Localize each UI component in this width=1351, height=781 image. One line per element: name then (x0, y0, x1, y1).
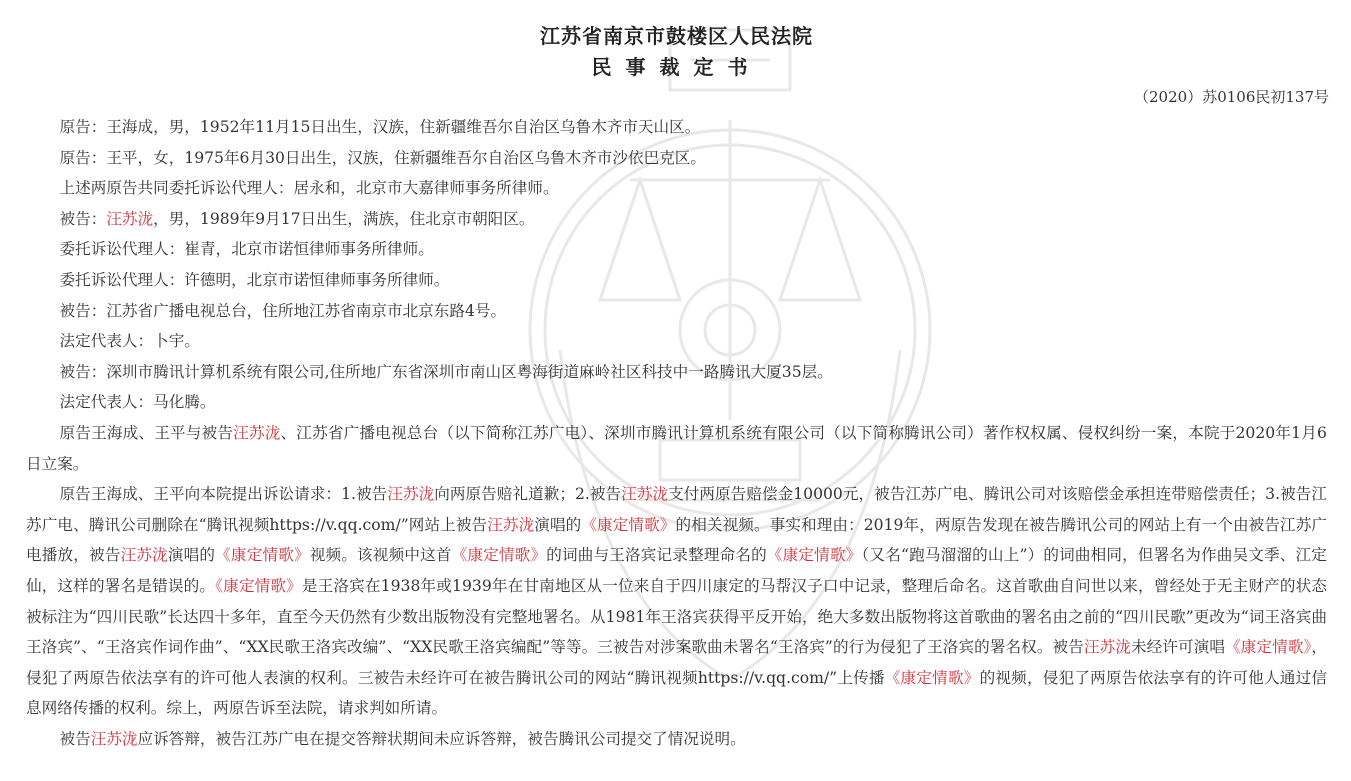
paragraph (26, 724, 1327, 755)
highlighted-term: 汪苏泷 (233, 423, 281, 442)
paragraph-text: 被告： (59, 209, 107, 228)
paragraph-text: 原告王海成、王平向本院提出诉讼请求：1.被告 (59, 485, 388, 504)
paragraph (26, 296, 1327, 327)
paragraph-text: 委托诉讼代理人：崔青，北京市诺恒律师事务所律师。 (59, 240, 434, 259)
case-number: （2020）苏0106民初137号 (1134, 88, 1329, 106)
paragraph (26, 479, 1327, 724)
document-title: 民事裁定书 (591, 55, 762, 79)
paragraph-text: 原告：王平，女，1975年6月30日出生，汉族，住新疆维吾尔自治区乌鲁木齐市沙依巴克区。 (59, 148, 706, 167)
paragraph (26, 326, 1327, 357)
highlighted-term: 《康定情歌》 (215, 576, 302, 595)
paragraph-text: 原告：王海成，男，1952年11月15日出生，汉族，住新疆维吾尔自治区乌鲁木齐市天山区。 (59, 118, 701, 136)
paragraph-text: 被告：江苏省广播电视总台，住所地江苏省南京市北京东路4号。 (59, 301, 507, 320)
paragraph-text: 的相关视频。事实和理由：2019年，两原告发现在被告腾讯公司的网站上有一个由被告江苏广电播放，被告 (26, 515, 1327, 565)
court-name: 江苏省南京市鼓楼区人民法院 (540, 24, 813, 48)
highlighted-term: 汪苏泷 (106, 209, 154, 228)
paragraph-text: 原告王海成、王平与被告 (59, 423, 234, 442)
paragraph-text: 被告：深圳市腾讯计算机系统有限公司,住所地广东省深圳市南山区粤海街道麻岭社区科技中一路腾讯大厦35层。 (59, 362, 833, 381)
highlighted-term: 汪苏泷 (621, 485, 669, 504)
paragraph-text: ，男，1989年9月17日出生，满族，住北京市朝阳区。 (153, 209, 535, 228)
paragraph-text: 被告 (59, 729, 91, 748)
paragraph (26, 357, 1327, 388)
paragraph-text: 法定代表人：马化腾。 (59, 393, 216, 412)
highlighted-term: 《康定情歌》 (766, 546, 862, 565)
paragraph-text: 支付两原告赔偿金10000元，被告江苏广电、腾讯公司对该赔偿金承担连带赔偿责任；3.被告江苏广电、腾讯公司删除在“腾讯视频https://v.qq.com/”网站上被告 (26, 485, 1327, 534)
paragraph-text: 未经许可演唱 (1130, 638, 1226, 657)
highlighted-term: 汪苏泷 (487, 515, 535, 534)
highlighted-term: 汪苏泷 (1083, 638, 1131, 657)
document-body (26, 112, 1327, 754)
paragraph-text: 是王洛宾在1938年或1939年在甘南地区从一位来自于四川康定的马帮汉子口中记录，整理后命名。这首歌曲自问世以来，曾经处于无主财产的状态被标注为“四川民歌”长达四十多年，直至今天仍然有少数出版物没有完整地署名。从1981年王洛宾获得平反开始，绝大多数出版物将这首歌曲的署名由之前的“四川民歌”更改为“词王洛宾曲王洛宾”、“王洛宾作词作曲”、“XX民歌王洛宾改编”、“XX民歌王洛宾编配”等等。三被告对涉案歌曲未署名“王洛宾”的行为侵犯了王洛宾的署名权。被告 (26, 576, 1327, 657)
paragraph-text: 的词曲与王洛宾记录整理命名的 (546, 546, 767, 565)
paragraph-text: 应诉答辩，被告江苏广电在提交答辩状期间未应诉答辩，被告腾讯公司提交了情况说明。 (137, 729, 746, 748)
highlighted-term: 《康定情歌》 (451, 546, 547, 565)
highlighted-term: 《康定情歌》 (581, 515, 676, 534)
highlighted-term: 《康定情歌》 (1225, 638, 1312, 657)
paragraph (26, 265, 1327, 296)
paragraph (26, 112, 1327, 143)
paragraph-text: 演唱的 (167, 546, 216, 565)
highlighted-term: 《康定情歌》 (884, 668, 980, 687)
paragraph-text: ，侵犯了两原告依法享有的许可他人表演的权利。三被告未经许可在被告腾讯公司的网站“腾讯视频https://v.qq.com/”上传播 (26, 638, 1327, 687)
paragraph-text: 委托诉讼代理人：许德明，北京市诺恒律师事务所律师。 (59, 270, 450, 289)
paragraph-text: 的视频，侵犯了两原告依法享有的许可他人通过信息网络传播的权利。综上，两原告诉至法院，请求判如所请。 (26, 668, 1327, 718)
paragraph (26, 173, 1327, 204)
paragraph (26, 418, 1327, 479)
highlighted-term: 汪苏泷 (120, 546, 168, 565)
paragraph (26, 234, 1327, 265)
paragraph (26, 204, 1327, 235)
paragraph-text: 演唱的 (534, 515, 582, 534)
paragraph (26, 143, 1327, 174)
highlighted-term: 《康定情歌》 (215, 546, 310, 565)
paragraph-text: 上述两原告共同委托诉讼代理人：居永和，北京市大嘉律师事务所律师。 (59, 179, 559, 198)
paragraph-text: 视频。该视频中这首 (309, 546, 452, 565)
highlighted-term: 汪苏泷 (387, 485, 435, 504)
paragraph-text: 、江苏省广播电视总台（以下简称江苏广电）、深圳市腾讯计算机系统有限公司（以下简称腾讯公司）著作权权属、侵权纠纷一案，本院于2020年1月6日立案。 (26, 423, 1327, 473)
paragraph (26, 387, 1327, 418)
highlighted-term: 汪苏泷 (90, 729, 138, 748)
paragraph-text: （又名“跑马溜溜的山上”）的词曲相同，但署名为作曲吴文季、江定仙，这样的署名是错误的。 (26, 546, 1327, 595)
paragraph-text: 法定代表人：卜宇。 (59, 332, 200, 351)
paragraph-text: 向两原告赔礼道歉；2.被告 (434, 485, 622, 504)
